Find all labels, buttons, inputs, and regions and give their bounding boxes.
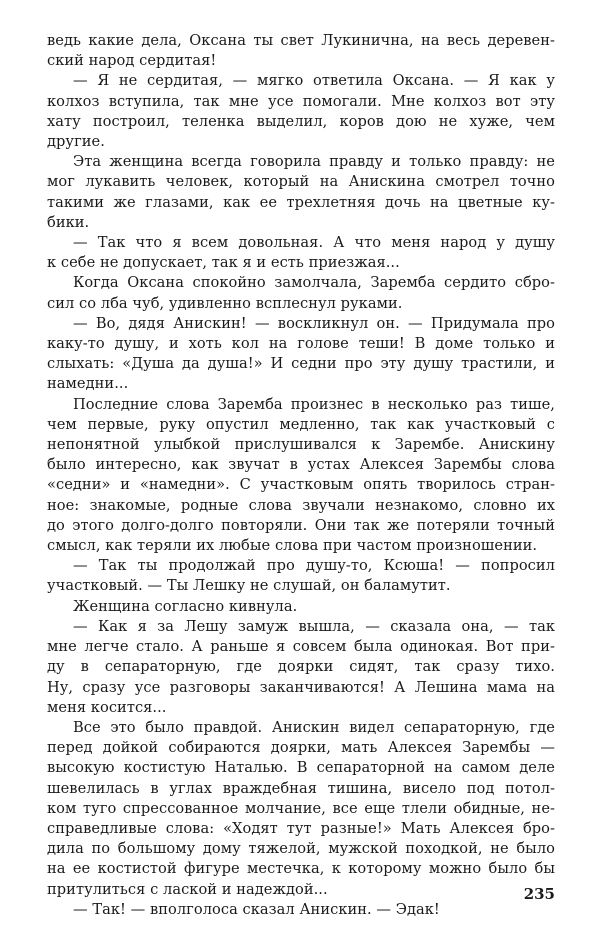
paragraph: [47, 273, 555, 313]
text-line: до этого долго-долго повторяли. Они так же потеряли точный: [47, 516, 555, 534]
text-line: хату построил, теленка выделил, коров дою не хуже, чем: [47, 112, 555, 130]
text-line: сил со лба чуб, удивленно всплеснул руками.: [47, 294, 403, 312]
text-line: Когда Оксана спокойно замолчала, Заремба сердито сбро-: [73, 274, 555, 292]
text-line: шевелилась в углах враждебная тишина, висело под потол-: [47, 779, 555, 797]
text-line: участковый. — Ты Лешку не слушай, он баламутит.: [47, 577, 451, 595]
text-line: Женщина согласно кивнула.: [73, 597, 298, 615]
text-line: высокую костистую Наталью. В сепараторной на самом деле: [47, 759, 555, 777]
text-line: чем первые, руку опустил медленно, так как участковый с: [47, 415, 555, 433]
paragraph: [47, 597, 555, 617]
text-line: — Так! — вполголоса сказал Анискин. — Эдак!: [73, 900, 440, 918]
text-line: мог лукавить человек, который на Анискина смотрел точно: [47, 173, 555, 191]
text-line: слыхать: «Душа да душа!» И седни про эту душу трастили, и: [47, 355, 555, 373]
text-line: смысл, как теряли их любые слова при частом произношении.: [47, 537, 538, 555]
paragraph: [47, 152, 555, 233]
paragraph: [47, 900, 555, 920]
text-line: ное: знакомые, родные слова звучали незнакомо, словно их: [47, 496, 555, 514]
paragraph: [47, 556, 555, 596]
page-body-text: [47, 31, 555, 920]
paragraph: [47, 314, 555, 395]
text-line: — Так что я всем довольная. А что меня народ у душу: [73, 234, 555, 252]
paragraph: [47, 718, 555, 900]
text-line: перед дойкой собираются доярки, мать Алексея Зарембы —: [47, 739, 555, 757]
text-line: ский народ сердитая!: [47, 52, 217, 70]
text-line: — Я не сердитая, — мягко ответила Оксана. — Я как у: [73, 72, 555, 90]
text-line: колхоз вступила, так мне усе помогали. Мне колхоз вот эту: [47, 92, 555, 110]
paragraph: [47, 395, 555, 557]
text-line: такими же глазами, как ее трехлетняя дочь на цветные ку-: [47, 193, 555, 211]
text-line: другие.: [47, 133, 105, 151]
text-line: Эта женщина всегда говорила правду и только правду: не: [73, 153, 555, 171]
text-line: к себе не допускает, так я и есть приезжая...: [47, 254, 400, 272]
text-line: Последние слова Заремба произнес в несколько раз тише,: [73, 395, 555, 413]
text-line: — Во, дядя Анискин! — воскликнул он. — Придумала про: [73, 314, 555, 332]
paragraph: [47, 71, 555, 152]
text-line: меня косится...: [47, 698, 167, 716]
text-line: притулиться с лаской и надеждой...: [47, 880, 328, 898]
paragraph: [47, 617, 555, 718]
text-line: ком туго спрессованное молчание, все еще тлели обидные, не-: [47, 799, 555, 817]
paragraph: [47, 233, 555, 273]
text-line: на ее костистой фигуре местечка, к которому можно было бы: [47, 860, 555, 878]
text-line: ду в сепараторную, где доярки сидят, так сразу тихо.: [47, 658, 555, 676]
text-line: бики.: [47, 213, 90, 231]
page-number: 235: [523, 885, 555, 903]
text-line: — Так ты продолжай про душу-то, Ксюша! — попросил: [73, 557, 555, 575]
text-line: каку-то душу, и хоть кол на голове теши! В доме только и: [47, 335, 555, 353]
text-line: ведь какие дела, Оксана ты свет Лукинична, на весь деревен-: [47, 32, 555, 49]
text-line: «седни» и «намедни». С участковым опять творилось стран-: [47, 476, 555, 494]
text-line: дила по большому дому тяжелой, мужской походкой, не было: [47, 840, 555, 858]
text-line: намедни...: [47, 375, 129, 393]
paragraph: [47, 31, 555, 71]
text-line: было интересно, как звучат в устах Алексея Зарембы слова: [47, 456, 555, 474]
text-line: мне легче стало. А раньше я совсем была одинокая. Вот при-: [47, 638, 555, 656]
text-line: Все это было правдой. Анискин видел сепараторную, где: [73, 718, 555, 736]
text-line: Ну, сразу усе разговоры заканчиваются! А Лешина мама на: [47, 678, 555, 696]
text-line: непонятной улыбкой прислушивался к Зарембе. Анискину: [47, 436, 555, 454]
text-line: — Как я за Лешу замуж вышла, — сказала она, — так: [73, 617, 555, 635]
text-line: справедливые слова: «Ходят тут разные!» Мать Алексея бро-: [47, 819, 555, 837]
